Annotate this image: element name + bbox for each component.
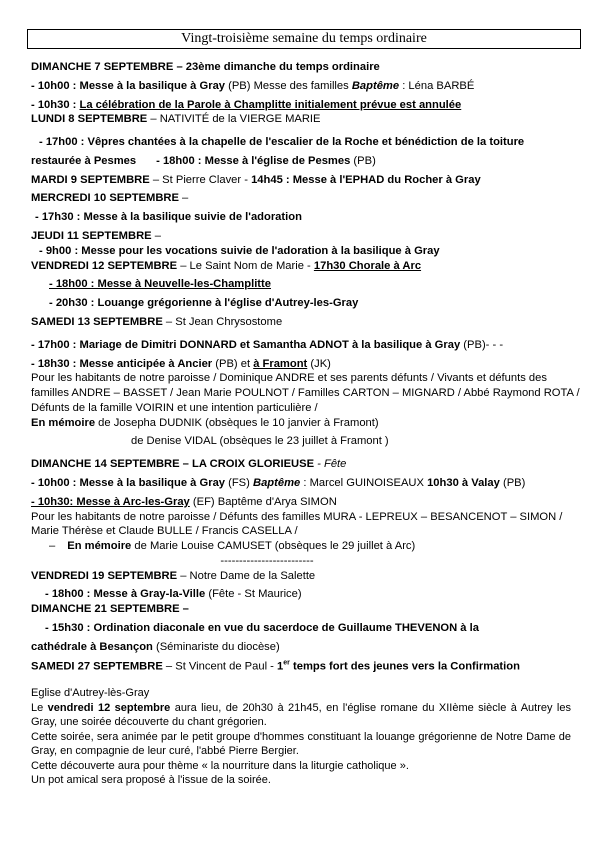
event-detail: (JK) — [307, 357, 331, 370]
event-line — [31, 476, 583, 491]
event-detail: (Fête - St Maurice) — [205, 588, 302, 601]
event-title: cathédrale à Besançon — [31, 640, 153, 653]
event-line — [31, 621, 583, 636]
event-line — [31, 98, 583, 113]
event-title: 14h45 : Messe à l'EPHAD du Rocher à Gray — [251, 173, 481, 186]
day-label: SAMEDI 13 SEPTEMBRE — [31, 315, 163, 328]
notice-text: Le — [31, 701, 48, 714]
event-time: - 10h00 : — [31, 79, 80, 92]
day-heading-sunday-7 — [31, 60, 583, 75]
day-heading-tuesday-9 — [31, 173, 583, 188]
event-detail: (PB) Messe des familles — [225, 79, 352, 92]
baptism-label: Baptême — [351, 79, 400, 92]
day-label: VENDREDI 12 SEPTEMBRE — [31, 259, 178, 272]
memorial-line — [31, 416, 583, 431]
event-detail: (Séminariste du diocèse) — [152, 640, 280, 653]
event-line — [31, 338, 583, 353]
notice-date: vendredi 12 septembre — [47, 701, 171, 714]
event-title: temps fort des jeunes vers la Confirmation — [289, 660, 520, 673]
day-subtitle: – St Pierre Claver - — [149, 173, 252, 186]
intentions-paragraph: Pour les habitants de notre paroisse / Défunts des familles MURA - LEPREUX – BESANCENOT – SIMON / Marie Thérèse et Claude BULLE / Francis CASELLA / — [31, 510, 563, 538]
intentions-paragraph: Pour les habitants de notre paroisse / Dominique ANDRE et ses parents défunts / Vivants et défunts des familles ANDRE – BASSET / Jean Marie POULNOT / Familles CARTON – MIGNARD / Abbé Raymond ROTA / Défunts de la famille VOIRIN et une intention particulière / — [31, 372, 580, 414]
day-heading-saturday-27 — [31, 659, 583, 675]
day-subtitle: – St Jean Chrysostome — [162, 315, 283, 328]
day-label: DIMANCHE 7 SEPTEMBRE — [31, 61, 174, 73]
event-title: - 20h30 : Louange grégorienne à l'église d'Autrey-les-Gray — [49, 297, 359, 310]
event-time: - 10h30 : — [31, 98, 80, 111]
event-line — [31, 135, 583, 150]
event-title: - 18h00 : Messe à Gray-la-Ville — [45, 588, 206, 601]
event-line — [31, 277, 583, 292]
notice-title: Eglise d'Autrey-lès-Gray — [31, 687, 150, 699]
event-title: Messe à la basilique à Gray — [79, 79, 226, 92]
event-line — [31, 244, 583, 259]
day-subtitle: – — [178, 192, 189, 205]
day-label: DIMANCHE 14 SEPTEMBRE — [31, 458, 180, 471]
day-label: DIMANCHE 21 SEPTEMBRE — [31, 603, 180, 616]
event-detail: : Léna BARBÉ — [399, 79, 475, 92]
event-title: - 17h30 : Messe à la basilique suivie de l'adoration — [35, 211, 302, 224]
event-title: - 10h00 : Messe à la basilique à Gray — [31, 476, 226, 489]
event-title: - 17h00 : Vêpres chantées à la chapelle de l'escalier de la Roche et bénédiction de la toiture — [39, 136, 525, 149]
day-label: SAMEDI 27 SEPTEMBRE — [31, 660, 163, 673]
event-title: - 18h00 : Messe à l'église de Pesmes — [156, 154, 351, 167]
day-heading-monday-8 — [31, 112, 583, 127]
notice-text: aura lieu, de 20h30 à 21h45, en l'église romane du XIIème siècle à Autrey les Gray, une soirée découverte du chant grégorien. — [31, 701, 571, 729]
day-heading-thursday-11 — [31, 229, 583, 244]
event-title: 10h30 à Valay — [427, 476, 500, 489]
memorial-detail: de Marie Louise CAMUSET (obsèques le 29 juillet à Arc) — [131, 540, 416, 553]
day-heading-friday-19 — [31, 569, 583, 584]
page-title: Vingt-troisième semaine du temps ordinaire — [27, 29, 581, 49]
memorial-label: En mémoire — [67, 540, 132, 553]
baptism-label: Baptême — [252, 476, 301, 489]
day-label: VENDREDI 19 SEPTEMBRE — [31, 569, 178, 582]
day-subtitle: – Le Saint Nom de Marie - — [177, 259, 314, 272]
memorial-label: En mémoire — [31, 416, 96, 429]
memorial-line — [31, 539, 583, 554]
event-line — [31, 640, 583, 655]
day-subtitle: – Notre Dame de la Salette — [177, 569, 316, 582]
event-line — [31, 296, 583, 311]
day-subtitle: – NATIVITÉ de la VIERGE MARIE — [147, 113, 321, 126]
day-label: MERCREDI 10 SEPTEMBRE — [31, 192, 179, 205]
event-line — [31, 154, 583, 169]
notice-paragraph: Cette découverte aura pour thème « la nourriture dans la liturgie catholique ». — [31, 759, 409, 772]
notice-block — [31, 686, 571, 788]
event-title: 17h30 Chorale à Arc — [313, 259, 422, 272]
event-line — [31, 495, 583, 510]
day-label: MARDI 9 SEPTEMBRE — [31, 173, 150, 186]
ordinal-suffix: er — [283, 659, 290, 667]
day-subtitle: – — [179, 603, 189, 616]
day-subtitle: – — [151, 230, 161, 243]
schedule — [31, 60, 583, 674]
event-title: La célébration de la Parole à Champlitte initialement prévue est annulée — [79, 98, 462, 111]
day-subtitle: – 23ème dimanche du temps ordinaire — [173, 61, 380, 73]
event-title: - 10h30: Messe à Arc-les-Gray — [31, 495, 190, 508]
event-detail: (PB) et — [212, 357, 254, 370]
notice-paragraph — [31, 701, 571, 730]
event-title: restaurée à Pesmes — [31, 154, 137, 167]
day-subtitle: – LA CROIX GLORIEUSE — [179, 458, 315, 471]
day-label: JEUDI 11 SEPTEMBRE — [31, 230, 152, 243]
day-subtitle: – St Vincent de Paul - — [162, 660, 278, 673]
day-heading-sunday-14 — [31, 457, 583, 472]
event-title: - 18h30 : Messe anticipée à Ancier — [31, 357, 213, 370]
event-detail: (PB)- - - — [460, 338, 504, 351]
event-title: - 18h00 : Messe à Neuvelle-les-Champlitte — [49, 278, 271, 291]
day-heading-sunday-21 — [31, 602, 583, 617]
memorial-line: de Denise VIDAL (obsèques le 23 juillet à Framont ) — [131, 435, 389, 448]
event-detail: (PB) — [499, 476, 526, 489]
event-line — [31, 357, 583, 372]
separator: ------------------------- — [220, 554, 314, 567]
list-dash: – — [49, 540, 56, 553]
event-title: - 9h00 : Messe pour les vocations suivie de l'adoration à la basilique à Gray — [39, 244, 440, 257]
event-detail: : Marcel GUINOISEAUX — [300, 476, 428, 489]
event-title: - 15h30 : Ordination diaconale en vue du sacerdoce de Guillaume THEVENON à la — [45, 622, 479, 634]
day-heading-friday-12 — [31, 259, 583, 274]
event-detail: (PB) — [350, 154, 376, 167]
feast-label: - Fête — [314, 458, 347, 471]
event-title: à Framont — [253, 357, 308, 370]
day-label: LUNDI 8 SEPTEMBRE — [31, 113, 148, 126]
event-title: 1 — [277, 660, 284, 673]
event-detail: (EF) Baptême d'Arya SIMON — [189, 495, 337, 508]
notice-paragraph: Cette soirée, sera animée par le petit groupe d'hommes constituant la louange grégorienne de Notre Dame de Gray, en compagnie de leur curé, l'abbé Pierre Bergier. — [31, 730, 571, 758]
memorial-detail: de Josepha DUDNIK (obsèques le 10 janvier à Framont) — [95, 416, 379, 429]
event-detail: (FS) — [225, 476, 253, 489]
event-line — [31, 79, 583, 94]
day-heading-saturday-13 — [31, 315, 583, 330]
notice-paragraph: Un pot amical sera proposé à l'issue de la soirée. — [31, 774, 271, 787]
event-line — [31, 587, 583, 602]
day-heading-wednesday-10 — [31, 191, 583, 206]
event-line — [31, 210, 583, 225]
event-title: - 17h00 : Mariage de Dimitri DONNARD et Samantha ADNOT à la basilique à Gray — [31, 338, 461, 351]
